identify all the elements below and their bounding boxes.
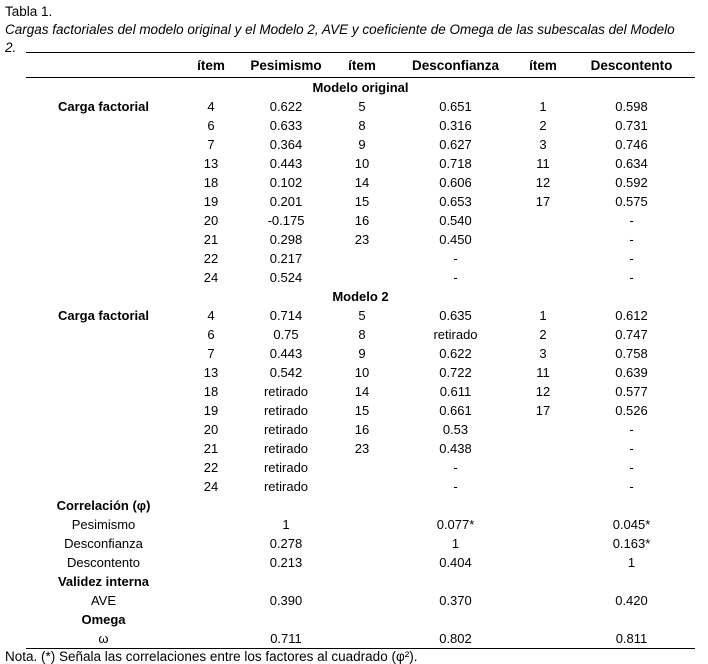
data-cell: 0.390 [269, 593, 303, 608]
row-label-cell: Pesimismo [71, 517, 136, 532]
data-cell: 0.524 [269, 270, 303, 285]
table-row [26, 515, 695, 534]
table-row [26, 154, 695, 173]
section-title: Validez interna [57, 574, 150, 589]
data-cell: 0.53 [442, 422, 469, 437]
data-cell: 23 [354, 232, 370, 247]
data-cell: 0.661 [439, 403, 472, 418]
data-cell [518, 458, 568, 477]
data-cell: 0.045* [612, 517, 651, 532]
data-cell: 0.278 [269, 536, 303, 551]
empty-cell [331, 572, 393, 591]
data-cell: 4 [207, 308, 215, 323]
data-cell: 9 [358, 137, 366, 152]
data-cell: 1 [627, 555, 636, 570]
data-cell: 1 [539, 99, 547, 114]
data-cell: 0.443 [269, 346, 303, 361]
data-cell [518, 553, 568, 572]
data-cell: 0.443 [269, 156, 303, 171]
data-cell: 14 [354, 175, 370, 190]
caption-line-2: 2. [5, 40, 17, 55]
empty-cell [393, 496, 518, 515]
data-cell: 22 [203, 460, 219, 475]
data-cell [331, 553, 393, 572]
row-label-cell [26, 458, 181, 477]
row-label-cell [26, 325, 181, 344]
data-cell: 0.370 [439, 593, 472, 608]
factor-loadings-table [26, 52, 695, 649]
row-label-cell: Desconfianza [64, 536, 143, 551]
data-cell: 0.606 [439, 175, 472, 190]
data-cell: 0.711 [270, 631, 302, 646]
data-cell: - [629, 251, 634, 266]
data-cell [331, 534, 393, 553]
data-cell: 18 [203, 175, 219, 190]
row-label-cell [26, 268, 181, 287]
empty-cell [241, 496, 331, 515]
data-cell: 2 [539, 118, 547, 133]
empty-cell [181, 610, 241, 629]
data-cell: 1 [451, 536, 460, 551]
data-cell: 8 [358, 327, 366, 342]
data-cell: 6 [207, 118, 215, 133]
data-cell: 13 [203, 365, 219, 380]
table-row [26, 268, 695, 287]
row-label-cell: Carga factorial [57, 99, 150, 114]
section-title: Correlación (φ) [56, 498, 151, 513]
data-cell: - [629, 479, 634, 494]
data-cell: 19 [203, 194, 219, 209]
data-cell: 3 [539, 346, 547, 361]
data-cell: 0.634 [615, 156, 648, 171]
empty-cell [568, 572, 695, 591]
data-cell [518, 534, 568, 553]
data-cell: 4 [207, 99, 215, 114]
data-cell: 0.746 [615, 137, 648, 152]
data-cell: 0.622 [439, 346, 472, 361]
data-cell: 11 [536, 365, 550, 380]
data-cell: retirado [263, 460, 309, 475]
data-cell: retirado [263, 479, 309, 494]
empty-cell [331, 610, 393, 629]
section-title: Modelo 2 [332, 289, 389, 304]
data-cell: 17 [535, 403, 551, 418]
row-label-cell [26, 477, 181, 496]
data-cell: 0.622 [269, 99, 303, 114]
table-row [26, 306, 695, 325]
table-row [26, 401, 695, 420]
data-cell: - [629, 232, 634, 247]
data-cell: 7 [207, 346, 215, 361]
table-row [26, 211, 695, 230]
table-number-title: Tabla 1. [5, 4, 53, 19]
table-row [26, 553, 695, 572]
data-cell [518, 515, 568, 534]
data-cell: -0.175 [267, 213, 305, 228]
data-cell [518, 591, 568, 610]
row-label-cell: ω [98, 631, 109, 646]
data-cell: 10 [354, 156, 370, 171]
data-cell [181, 515, 241, 534]
data-cell: 11 [536, 156, 550, 171]
data-cell: 1 [282, 517, 290, 532]
row-label-cell [26, 230, 181, 249]
data-cell: 7 [207, 137, 215, 152]
data-cell: 0.611 [439, 384, 472, 399]
column-header-row [26, 53, 695, 78]
table-row [26, 363, 695, 382]
data-cell: 1 [539, 308, 547, 323]
row-label-cell [26, 116, 181, 135]
data-cell: 0.201 [269, 194, 303, 209]
data-cell: 0.404 [439, 555, 472, 570]
section-header-row [26, 287, 695, 306]
data-cell [181, 534, 241, 553]
data-cell: 0.316 [439, 118, 472, 133]
table-footnote: Nota. (*) Señala las correlaciones entre los factores al cuadrado (φ²). [5, 649, 418, 664]
section-header-row [26, 496, 695, 515]
data-cell [331, 249, 393, 268]
table-body [26, 78, 695, 649]
empty-cell [518, 572, 568, 591]
table-row [26, 173, 695, 192]
data-cell: 10 [354, 365, 370, 380]
empty-cell [393, 610, 518, 629]
data-cell: 22 [203, 251, 219, 266]
data-cell: 0.651 [439, 99, 472, 114]
data-cell: 0.526 [615, 403, 648, 418]
col-header-item-2: ítem [331, 53, 393, 78]
row-label-cell [26, 363, 181, 382]
table-row [26, 97, 695, 116]
data-cell: 9 [358, 346, 366, 361]
data-cell: retirado [263, 422, 309, 437]
data-cell [518, 211, 568, 230]
data-cell: 16 [354, 422, 370, 437]
table-row [26, 420, 695, 439]
data-cell: retirado [433, 327, 478, 342]
data-cell: 0.811 [615, 631, 648, 646]
data-cell: 0.722 [439, 365, 472, 380]
col-header-label-spacer [26, 53, 181, 78]
col-header-item-3: ítem [518, 53, 568, 78]
table-row [26, 591, 695, 610]
row-label-cell [26, 420, 181, 439]
empty-cell [518, 610, 568, 629]
data-cell: 3 [539, 137, 547, 152]
row-label-cell [26, 192, 181, 211]
empty-cell [393, 572, 518, 591]
data-cell: 0.731 [615, 118, 648, 133]
data-cell: 0.627 [439, 137, 472, 152]
data-cell: 8 [358, 118, 366, 133]
data-cell [331, 515, 393, 534]
caption-line-1: Cargas factoriales del modelo original y el Modelo 2, AVE y coeficiente de Omega de las subescalas del Modelo [5, 22, 675, 37]
data-cell: 15 [354, 403, 370, 418]
data-cell: 0.75 [273, 327, 299, 342]
data-cell: 5 [358, 308, 366, 323]
data-cell: - [453, 479, 458, 494]
table-row [26, 249, 695, 268]
section-header-row [26, 610, 695, 629]
data-cell: 0.102 [269, 175, 303, 190]
row-label-cell: Descontento [67, 555, 140, 570]
empty-cell [331, 496, 393, 515]
data-cell: retirado [263, 441, 309, 456]
data-cell: 15 [354, 194, 370, 209]
data-cell [331, 591, 393, 610]
table-row [26, 325, 695, 344]
section-header-row [26, 572, 695, 591]
data-cell: 0.364 [269, 137, 303, 152]
data-cell [518, 249, 568, 268]
row-label-cell [26, 173, 181, 192]
row-label-cell [26, 211, 181, 230]
table-row [26, 458, 695, 477]
data-cell: - [629, 213, 634, 228]
row-label-cell [26, 344, 181, 363]
data-cell: 21 [203, 441, 219, 456]
section-title: Omega [81, 612, 126, 627]
data-cell: 0.163* [612, 536, 651, 551]
table-row [26, 439, 695, 458]
section-title: Modelo original [312, 80, 409, 95]
data-cell: - [629, 422, 634, 437]
data-cell: - [453, 460, 458, 475]
col-header-desconfianza: Desconfianza [393, 53, 518, 78]
data-cell [518, 230, 568, 249]
data-cell: 16 [354, 213, 370, 228]
col-header-item-1: ítem [181, 53, 241, 78]
row-label-cell [26, 439, 181, 458]
data-cell: 12 [535, 384, 551, 399]
data-cell: 0.450 [439, 232, 472, 247]
data-cell: 0.714 [269, 308, 303, 323]
data-cell: 0.598 [615, 99, 648, 114]
data-cell: 0.639 [615, 365, 648, 380]
data-cell: - [629, 460, 634, 475]
data-cell [518, 439, 568, 458]
table-row [26, 382, 695, 401]
data-cell: 24 [203, 270, 219, 285]
empty-cell [241, 572, 331, 591]
data-cell: 0.635 [439, 308, 472, 323]
data-cell: 23 [354, 441, 370, 456]
row-label-cell [26, 249, 181, 268]
table-row [26, 477, 695, 496]
data-cell: 0.612 [615, 308, 648, 323]
data-cell: 0.438 [439, 441, 472, 456]
table-row [26, 230, 695, 249]
data-cell: 12 [535, 175, 551, 190]
data-cell [518, 477, 568, 496]
col-header-descontento: Descontento [568, 53, 695, 78]
data-cell: 5 [358, 99, 366, 114]
data-cell: retirado [263, 384, 309, 399]
data-cell [331, 268, 393, 287]
table-row [26, 629, 695, 649]
data-cell: 0.575 [615, 194, 648, 209]
data-cell: 20 [203, 213, 219, 228]
empty-cell [518, 496, 568, 515]
data-cell: 0.542 [269, 365, 303, 380]
data-cell: 14 [354, 384, 370, 399]
data-cell: 13 [203, 156, 219, 171]
data-cell [518, 268, 568, 287]
data-cell [331, 458, 393, 477]
data-cell: 17 [535, 194, 551, 209]
data-cell [181, 629, 241, 649]
table-row [26, 192, 695, 211]
data-cell: 0.802 [439, 631, 472, 646]
data-cell: 0.213 [269, 555, 303, 570]
empty-cell [241, 610, 331, 629]
empty-cell [568, 496, 695, 515]
row-label-cell [26, 135, 181, 154]
data-cell: 0.747 [615, 327, 648, 342]
data-cell: 2 [539, 327, 547, 342]
data-cell: 0.577 [615, 384, 648, 399]
data-cell: 19 [203, 403, 219, 418]
data-cell: 0.758 [615, 346, 648, 361]
data-cell [331, 477, 393, 496]
row-label-cell: AVE [90, 593, 117, 608]
data-cell: 18 [203, 384, 219, 399]
data-cell: 24 [203, 479, 219, 494]
data-cell [331, 629, 393, 649]
data-cell: - [629, 270, 634, 285]
data-cell: - [453, 251, 458, 266]
row-label-cell [26, 154, 181, 173]
row-label-cell [26, 382, 181, 401]
table-row [26, 116, 695, 135]
data-cell: 21 [203, 232, 219, 247]
data-cell: 0.540 [439, 213, 472, 228]
data-cell: 0.298 [269, 232, 303, 247]
data-cell: 0.077* [436, 517, 475, 532]
row-label-cell [26, 401, 181, 420]
empty-cell [181, 572, 241, 591]
data-cell: 6 [207, 327, 215, 342]
data-cell: 20 [203, 422, 219, 437]
data-cell [518, 420, 568, 439]
data-cell: 0.217 [269, 251, 303, 266]
data-cell: retirado [263, 403, 309, 418]
data-cell [181, 553, 241, 572]
data-cell: 0.653 [439, 194, 472, 209]
empty-cell [568, 610, 695, 629]
data-cell: 0.592 [615, 175, 648, 190]
table-row [26, 344, 695, 363]
data-cell: - [629, 441, 634, 456]
data-cell [181, 591, 241, 610]
data-cell: 0.420 [615, 593, 648, 608]
table-row [26, 534, 695, 553]
row-label-cell: Carga factorial [57, 308, 150, 323]
data-cell: - [453, 270, 458, 285]
empty-cell [181, 496, 241, 515]
table-row [26, 135, 695, 154]
data-cell: 0.633 [269, 118, 303, 133]
col-header-pesimismo: Pesimismo [241, 53, 331, 78]
data-cell: 0.718 [439, 156, 472, 171]
data-cell [518, 629, 568, 649]
section-header-row [26, 78, 695, 98]
